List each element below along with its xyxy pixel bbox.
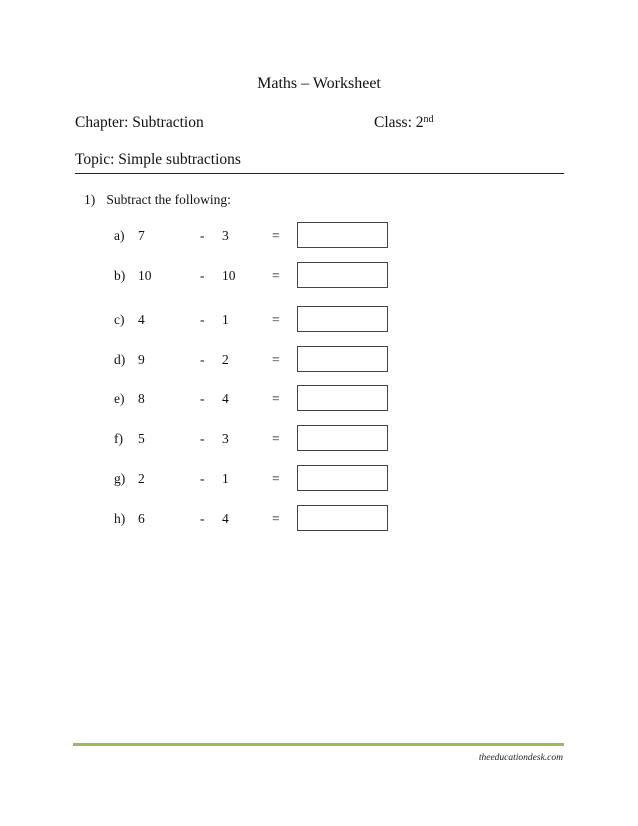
subtrahend: 1 (222, 312, 229, 327)
class-label (374, 114, 434, 132)
minuend: 4 (138, 312, 145, 327)
problem-letter: c) (114, 312, 125, 327)
question-number: 1) (84, 192, 96, 207)
problem-letter: d) (114, 352, 126, 367)
minuend: 8 (138, 391, 145, 406)
equals-sign: = (272, 228, 280, 243)
problem-row (0, 262, 638, 290)
subtrahend: 1 (222, 471, 229, 486)
header-divider (75, 173, 564, 174)
minus-sign: - (200, 312, 205, 327)
minus-sign: - (200, 352, 205, 367)
worksheet-title: Maths – Worksheet (257, 75, 381, 92)
minus-sign: - (200, 228, 205, 243)
minuend: 6 (138, 511, 145, 526)
chapter-label: Chapter: Subtraction (75, 114, 204, 131)
question-text: Subtract the following: (106, 192, 231, 207)
equals-sign: = (272, 312, 280, 327)
equals-sign: = (272, 431, 280, 446)
subtrahend: 10 (222, 268, 236, 283)
problem-row (0, 465, 638, 493)
answer-box[interactable] (297, 262, 388, 288)
problem-row (0, 306, 638, 334)
problem-letter: h) (114, 511, 126, 526)
problem-row (0, 222, 638, 250)
question-heading (84, 192, 231, 208)
minus-sign: - (200, 268, 205, 283)
subtrahend: 3 (222, 431, 229, 446)
minus-sign: - (200, 511, 205, 526)
equals-sign: = (272, 268, 280, 283)
topic-label: Topic: Simple subtractions (75, 151, 241, 168)
footer-website: theeducationdesk.com (478, 753, 563, 763)
minus-sign: - (200, 471, 205, 486)
answer-box[interactable] (297, 425, 388, 451)
problem-letter: e) (114, 391, 125, 406)
problem-row (0, 425, 638, 453)
subtrahend: 4 (222, 511, 229, 526)
problem-letter: a) (114, 228, 125, 243)
equals-sign: = (272, 352, 280, 367)
problem-row (0, 505, 638, 533)
equals-sign: = (272, 391, 280, 406)
class-text: Class: 2 (374, 114, 424, 131)
answer-box[interactable] (297, 385, 388, 411)
problem-row (0, 346, 638, 374)
subtrahend: 4 (222, 391, 229, 406)
answer-box[interactable] (297, 222, 388, 248)
problem-letter: f) (114, 431, 123, 446)
minus-sign: - (200, 391, 205, 406)
minuend: 2 (138, 471, 145, 486)
equals-sign: = (272, 511, 280, 526)
answer-box[interactable] (297, 306, 388, 332)
answer-box[interactable] (297, 465, 388, 491)
problem-letter: g) (114, 471, 126, 486)
minuend: 7 (138, 228, 145, 243)
answer-box[interactable] (297, 505, 388, 531)
problem-letter: b) (114, 268, 126, 283)
minus-sign: - (200, 431, 205, 446)
minuend: 10 (138, 268, 152, 283)
minuend: 9 (138, 352, 145, 367)
answer-box[interactable] (297, 346, 388, 372)
equals-sign: = (272, 471, 280, 486)
minuend: 5 (138, 431, 145, 446)
subtrahend: 3 (222, 228, 229, 243)
problem-row (0, 385, 638, 413)
subtrahend: 2 (222, 352, 229, 367)
footer-divider (73, 743, 564, 746)
class-superscript: nd (423, 114, 434, 125)
